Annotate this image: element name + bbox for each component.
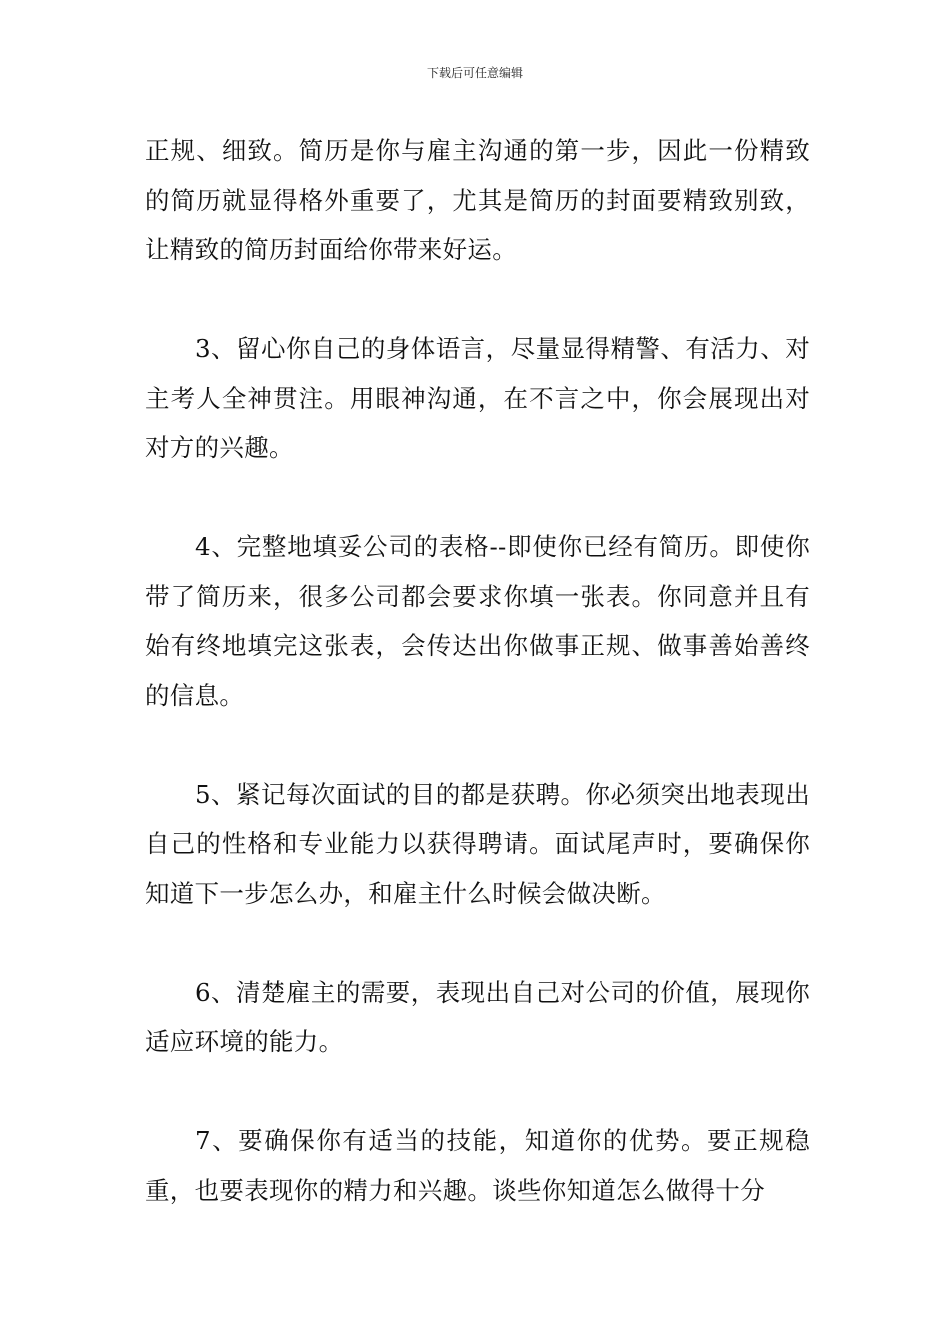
paragraph-tip-5: 5、紧记每次面试的目的都是获聘。你必须突出地表现出自己的性格和专业能力以获得聘请。面试尾声时，要确保你知道下一步怎么办，和雇主什么时候会做决断。 [145,779,810,908]
paragraph-gap [145,275,810,325]
paragraph-gap [145,918,810,968]
body-text [145,126,810,1215]
paragraph-tip-6: 6、清楚雇主的需要，表现出自己对公司的价值，展现你适应环境的能力。 [145,977,810,1056]
paragraph-gap [145,473,810,523]
paragraph-continuation: 正规、细致。简历是你与雇主沟通的第一步，因此一份精致的简历就显得格外重要了，尤其是简历的封面要精致别致，让精致的简历封面给你带来好运。 [145,136,810,264]
paragraph-tip-7: 7、要确保你有适当的技能，知道你的优势。要正规稳重，也要表现你的精力和兴趣。谈些你知道怎么做得十分 [145,1126,810,1205]
paragraph-gap [145,720,810,770]
paragraph-tip-3: 3、留心你自己的身体语言，尽量显得精警、有活力、对主考人全神贯注。用眼神沟通，在不言之中，你会展现出对对方的兴趣。 [145,334,810,462]
header-note: 下载后可任意编辑 [426,66,523,80]
paragraph-tip-4: 4、完整地填妥公司的表格--即使你已经有简历。即使你带了简历来，很多公司都会要求你填一张表。你同意并且有始有终地填完这张表，会传达出你做事正规、做事善始善终的信息。 [145,532,810,710]
paragraph-gap [145,1067,810,1117]
